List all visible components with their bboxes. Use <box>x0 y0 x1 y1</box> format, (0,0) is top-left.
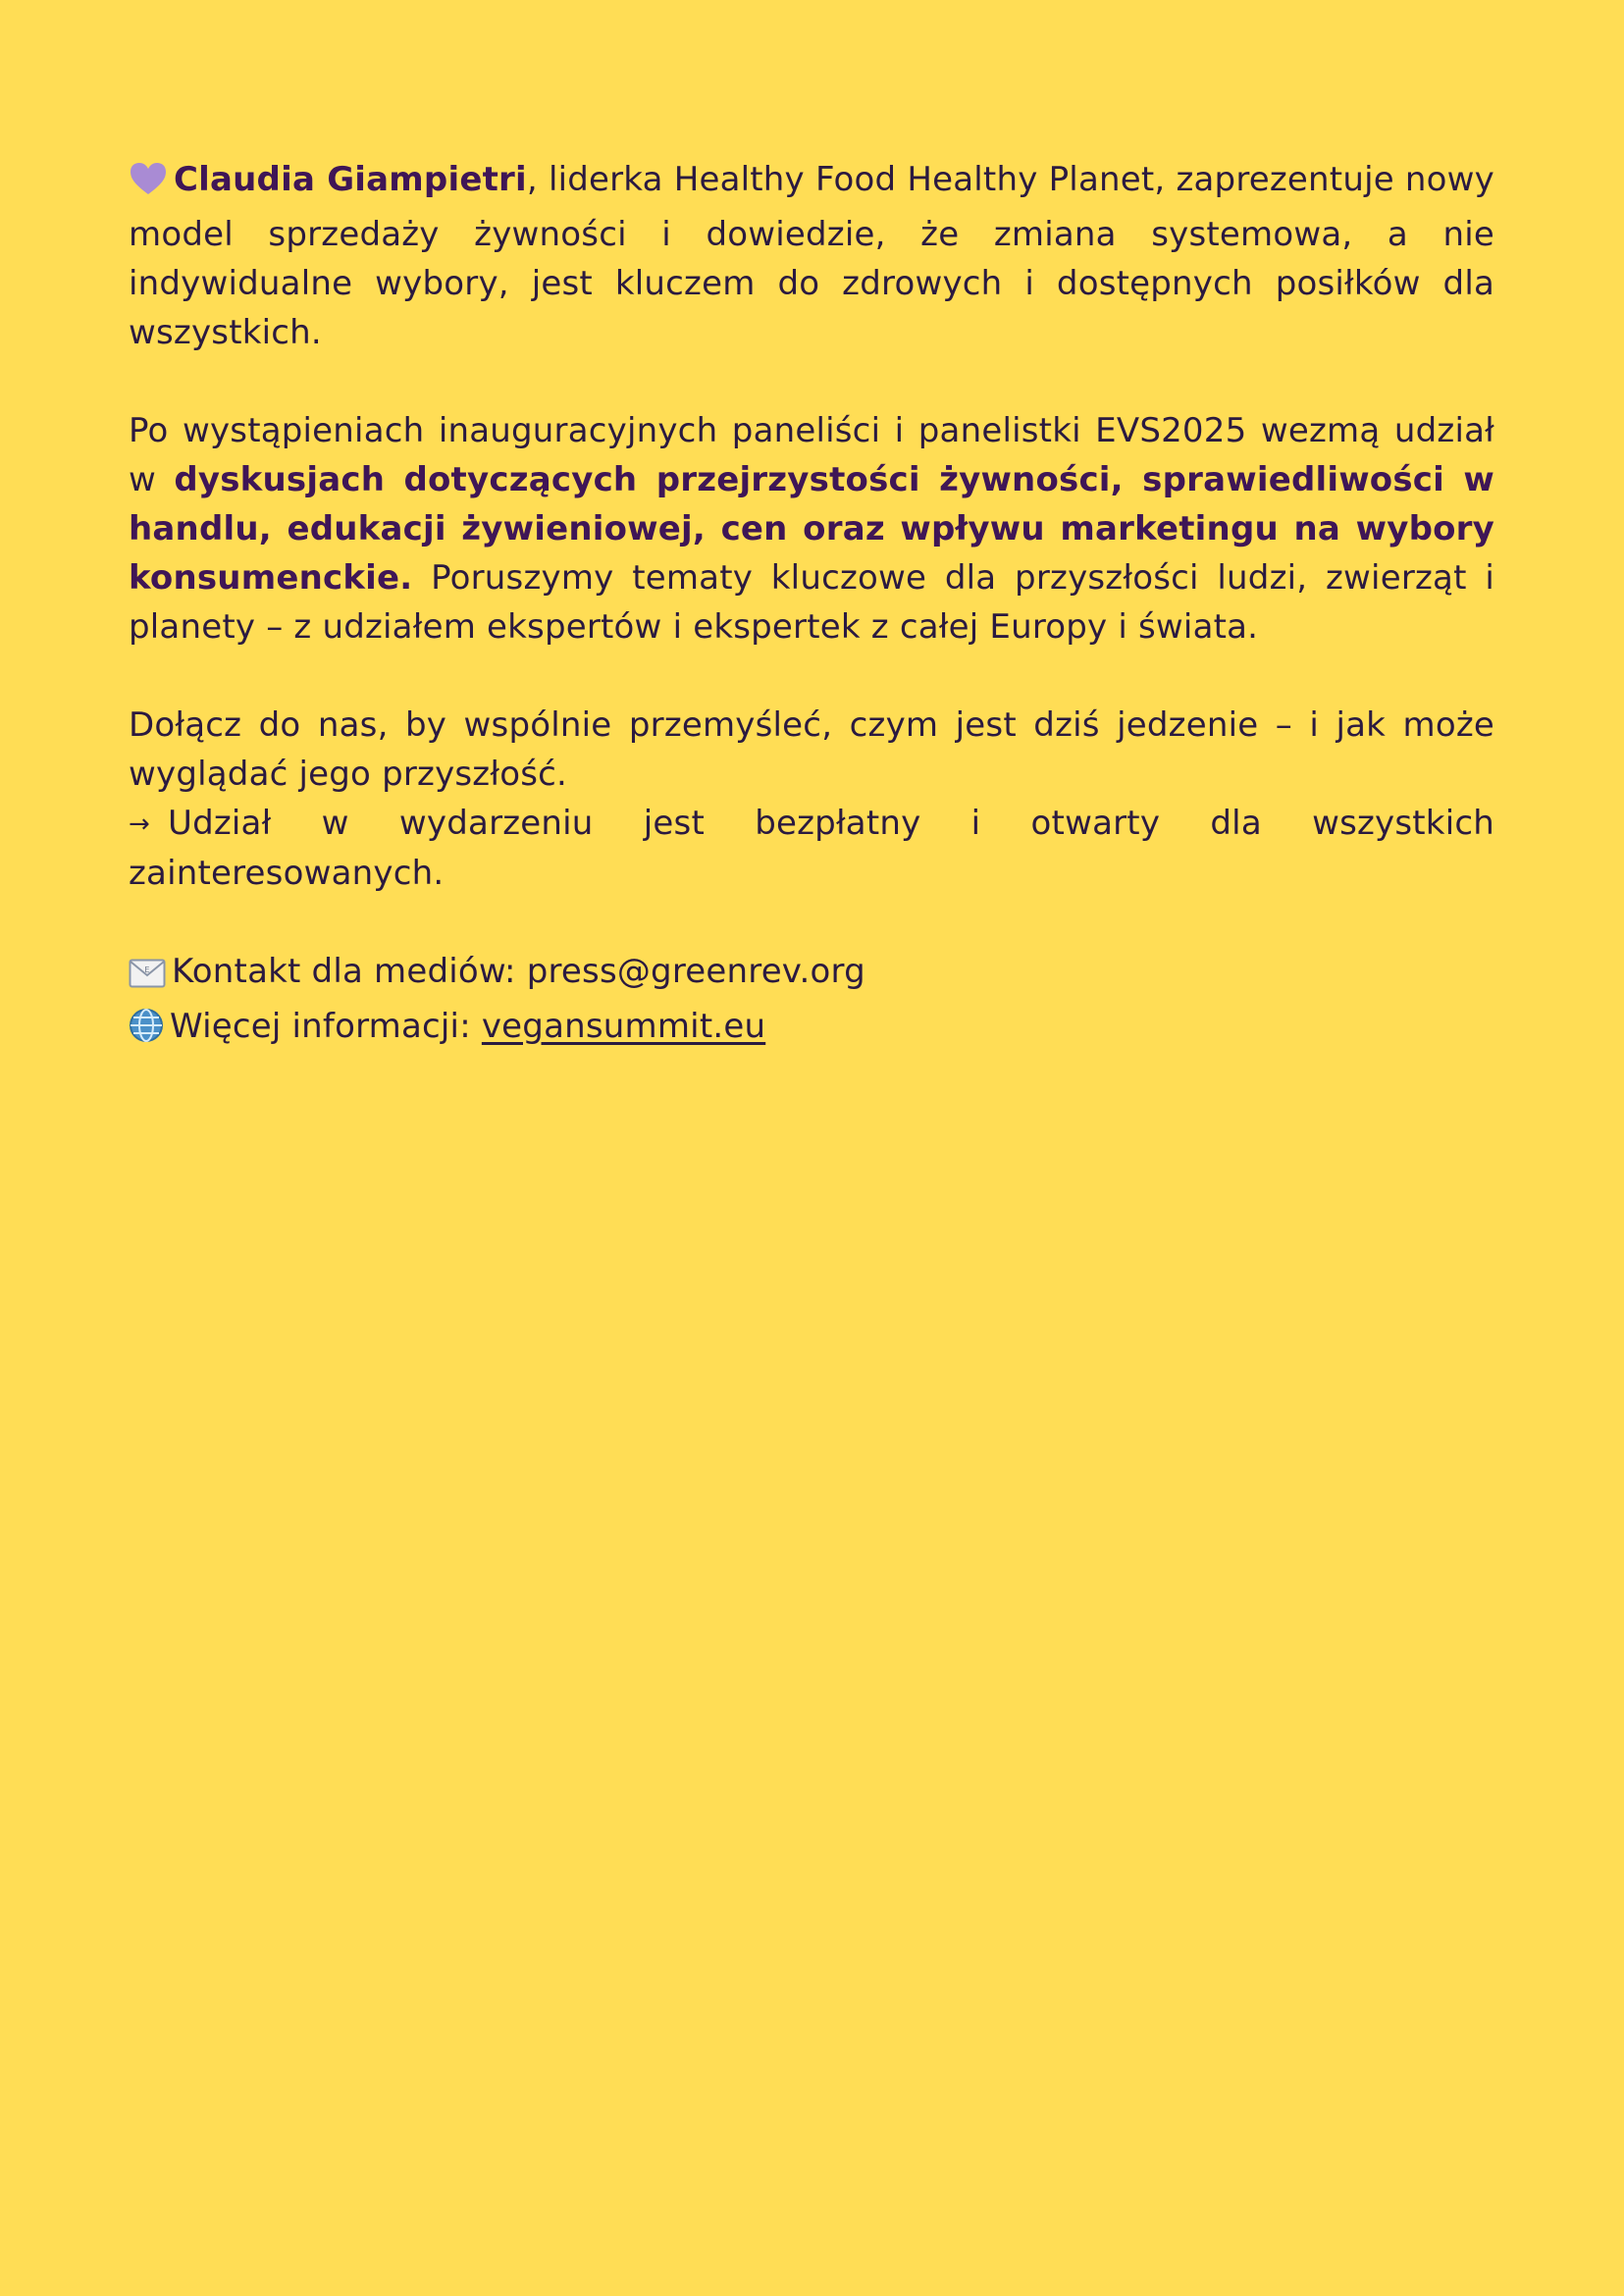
media-contact-email[interactable]: press@greenrev.org <box>526 952 865 991</box>
document-body <box>129 155 1494 1057</box>
paragraph-spacer <box>129 898 1494 947</box>
envelope-icon <box>129 953 166 1002</box>
panels-intro-text: Po wystąpieniach inauguracyjnych paneliści i panelistki EVS2025 wezmą udział w <box>129 411 1494 499</box>
invitation-paragraph <box>129 701 1494 799</box>
free-entry-paragraph <box>129 799 1494 898</box>
speaker-name: Claudia Giampietri <box>174 160 527 199</box>
media-contact-label: Kontakt dla mediów: <box>172 952 527 991</box>
more-info-label: Więcej informacji: <box>170 1007 482 1046</box>
panels-paragraph <box>129 406 1494 652</box>
panels-topics-bold: dyskusjach dotyczących przejrzystości żywności, sprawiedliwości w handlu, edukacji żywieniowej, cen oraz wpływu marketingu na wybory konsumenckie. <box>129 460 1494 598</box>
globe-icon <box>129 1008 164 1057</box>
invitation-text: Dołącz do nas, by wspólnie przemyśleć, czym jest dziś jedzenie – i jak może wyglądać jego przyszłość. <box>129 705 1494 794</box>
website-link[interactable]: vegansummit.eu <box>481 1007 766 1046</box>
media-contact-line <box>129 947 1494 1002</box>
more-info-line <box>129 1002 1494 1057</box>
svg-text:E: E <box>144 965 150 974</box>
panels-closing-text: Poruszymy tematy kluczowe dla przyszłości ludzi, zwierząt i planety – z udziałem ekspertów i ekspertek z całej Europy i świata. <box>129 558 1494 647</box>
speaker-paragraph <box>129 155 1494 357</box>
purple-heart-icon <box>129 161 168 210</box>
speaker-description: , liderka Healthy Food Healthy Planet, zaprezentuje nowy model sprzedaży żywności i dowiedzie, że zmiana systemowa, a nie indywidualne wybory, jest kluczem do zdrowych i dostępnych posiłków dla wszystkich. <box>129 160 1494 352</box>
paragraph-spacer <box>129 652 1494 701</box>
paragraph-spacer <box>129 357 1494 406</box>
arrow-icon: → <box>129 809 150 839</box>
free-entry-text: Udział w wydarzeniu jest bezpłatny i otwarty dla wszystkich zainteresowanych. <box>129 804 1494 893</box>
